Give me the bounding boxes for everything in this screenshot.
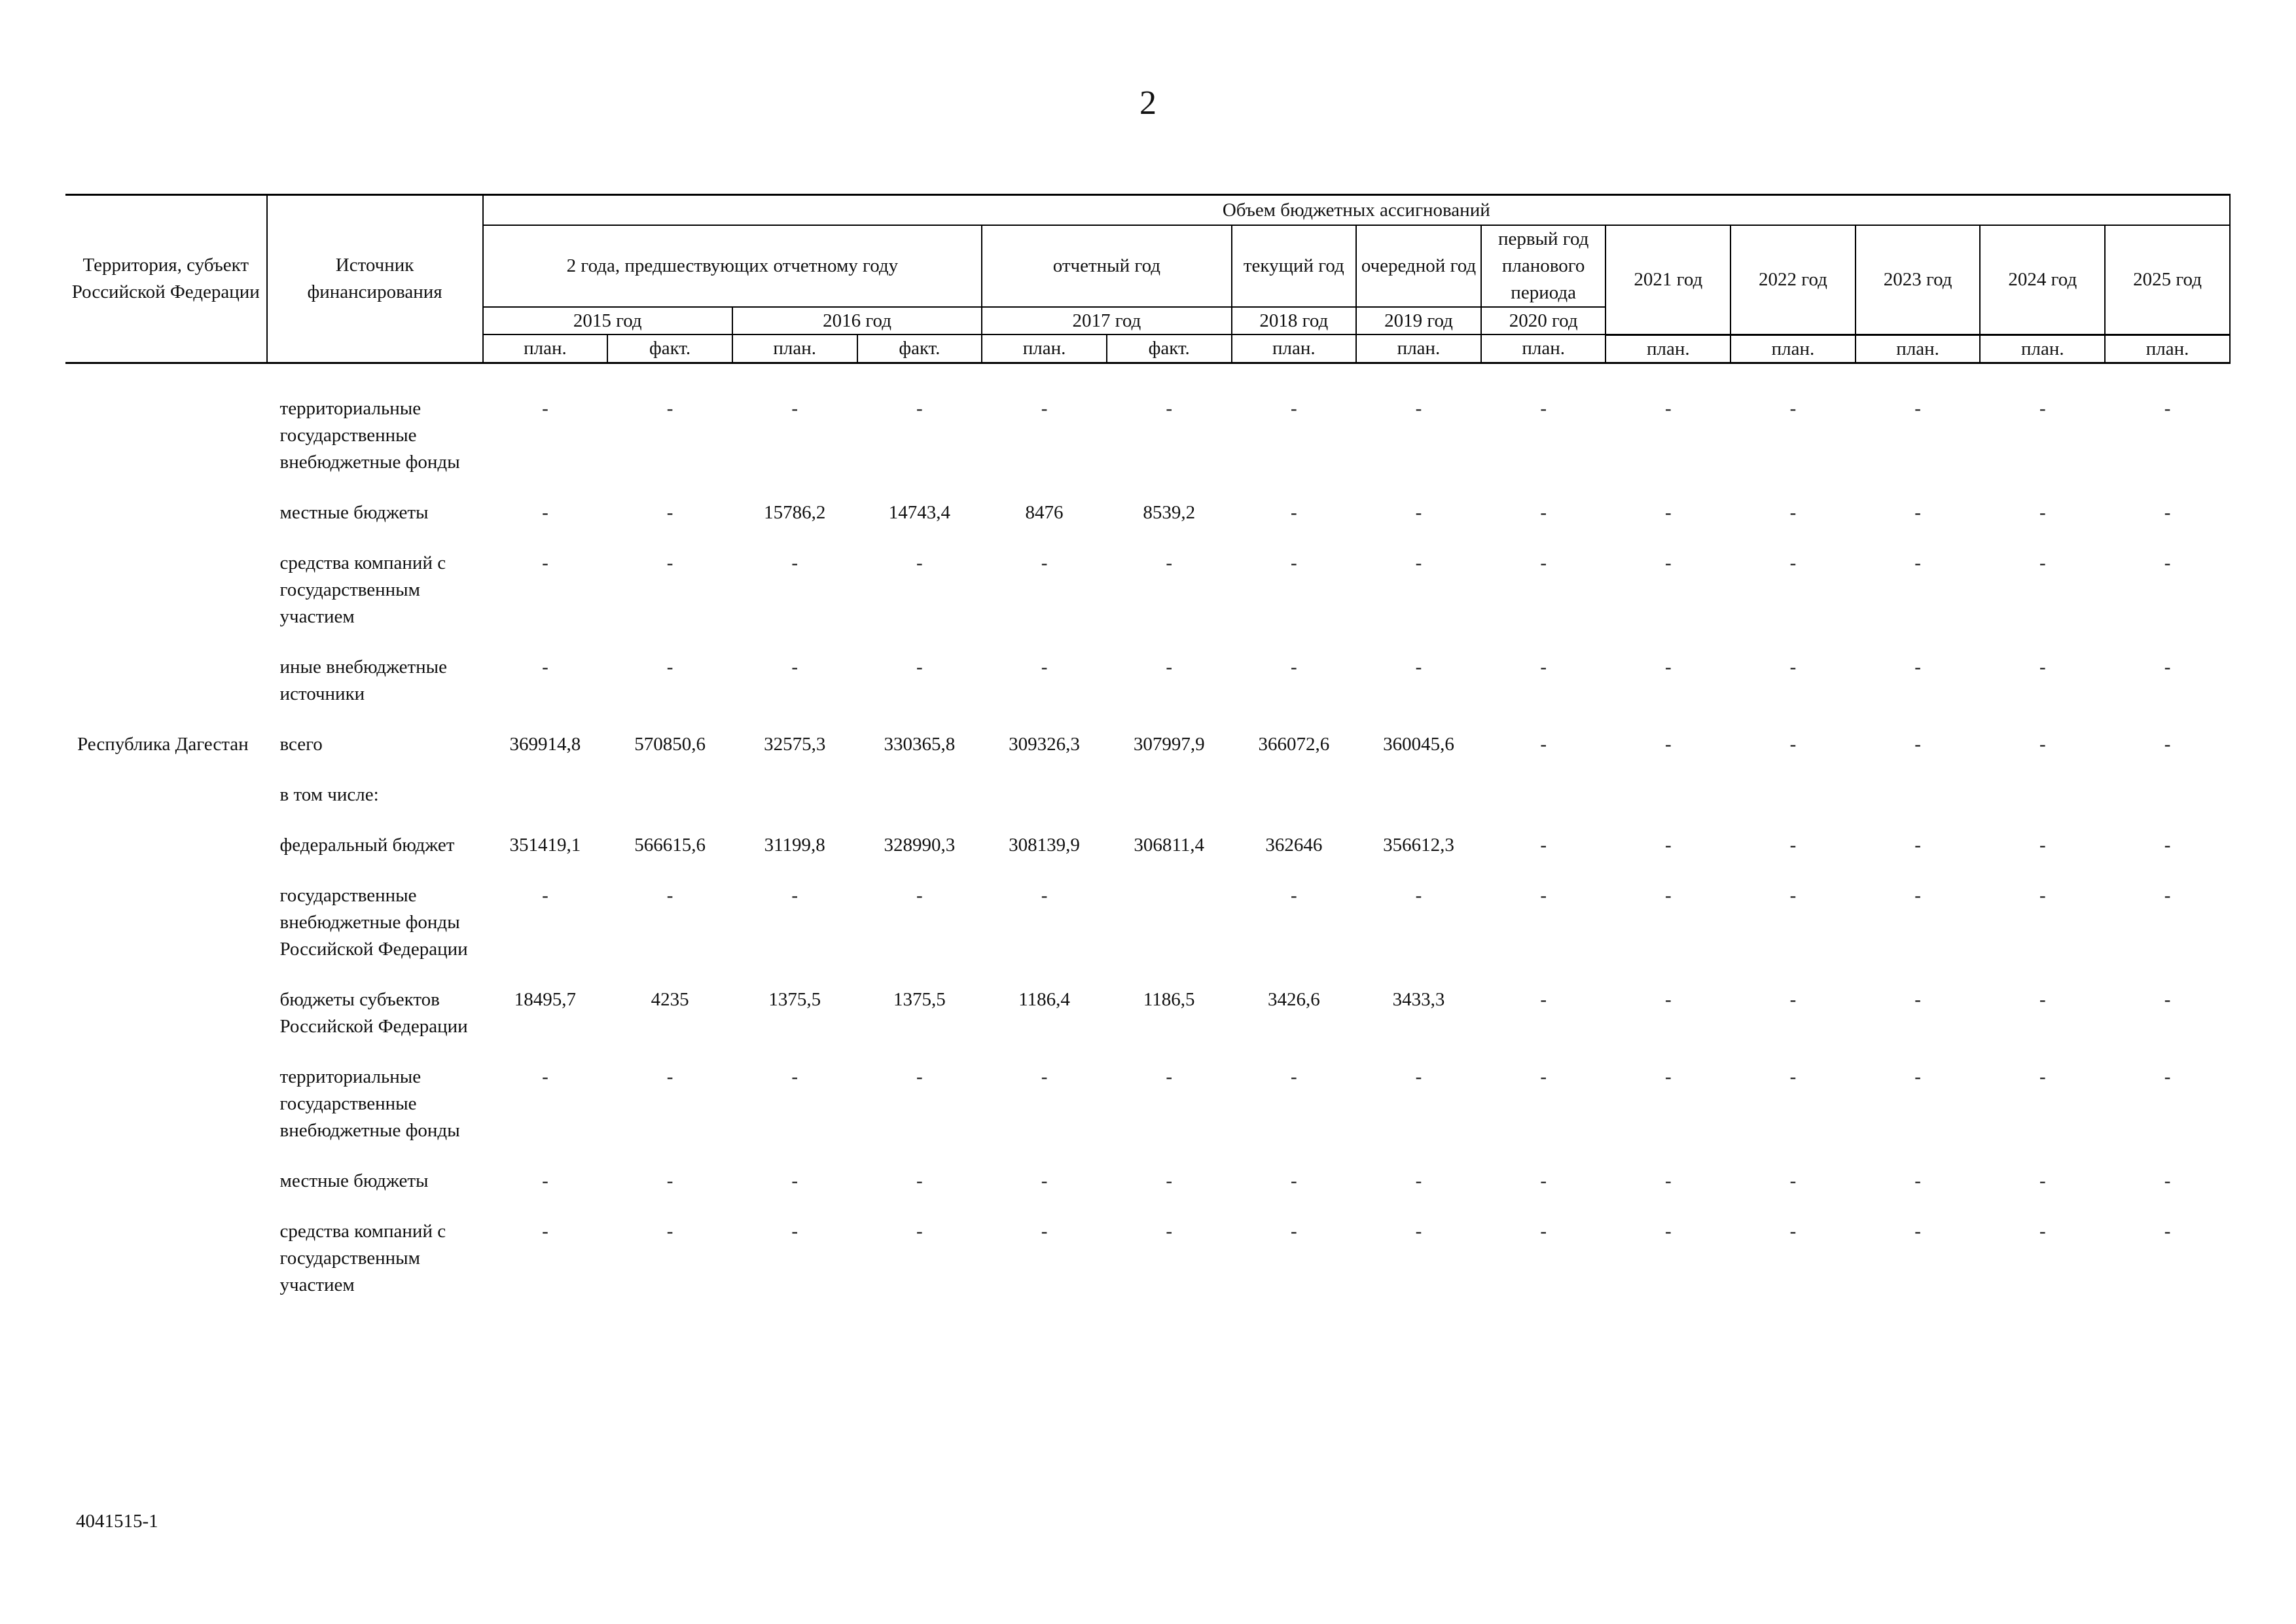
fact-header: факт. (607, 334, 732, 363)
value-cell: - (1166, 1220, 1173, 1242)
value-cell: - (2039, 552, 2046, 573)
plan-header: план. (1731, 334, 1856, 363)
source-cell: средства компаний с государственным участием (279, 552, 446, 627)
page-number: 2 (1139, 84, 1157, 122)
value-cell: - (2039, 397, 2046, 419)
value-cell: 308139,9 (1009, 834, 1080, 856)
source-cell: федеральный бюджет (279, 834, 455, 856)
value-cell: 8539,2 (1143, 501, 1196, 523)
value-cell: - (2164, 656, 2171, 677)
value-cell: 4235 (651, 988, 689, 1010)
value-cell: - (1291, 656, 1297, 677)
value-cell: - (1914, 988, 1921, 1010)
table-body (65, 363, 2230, 1314)
value-cell: - (2039, 501, 2046, 523)
source-cell: всего (279, 733, 323, 755)
value-cell (732, 774, 857, 824)
value-cell: - (2164, 1220, 2171, 1242)
value-cell: - (1664, 1220, 1672, 1242)
planning-first-year-header: первый год планового периода (1481, 225, 1606, 307)
value-cell: - (1166, 1170, 1173, 1191)
value-cell: - (2164, 397, 2171, 419)
value-cell (1980, 774, 2105, 824)
value-cell: - (1415, 501, 1422, 523)
value-cell: - (1789, 733, 1797, 755)
value-cell: - (916, 1170, 923, 1191)
plan-header: план. (732, 334, 857, 363)
value-cell: - (1914, 656, 1921, 677)
value-cell: - (1291, 501, 1297, 523)
value-cell: - (916, 397, 923, 419)
value-cell: - (791, 656, 798, 677)
table-row (65, 542, 2230, 646)
value-cell: - (1291, 397, 1297, 419)
value-cell: - (1166, 1066, 1173, 1087)
value-cell: - (1789, 1066, 1797, 1087)
territory-cell (65, 1160, 267, 1210)
value-cell: - (1664, 834, 1672, 856)
value-cell: - (1789, 552, 1797, 573)
value-cell: - (542, 501, 548, 523)
value-cell: - (1291, 1220, 1297, 1242)
value-cell: - (1415, 656, 1422, 677)
value-cell: - (666, 1220, 673, 1242)
table-row (65, 723, 2230, 774)
territory-cell (65, 388, 267, 492)
value-cell: - (2039, 656, 2046, 677)
territory-cell: Республика Дагестан (77, 733, 249, 755)
territory-cell (65, 646, 267, 723)
value-cell: - (1664, 1170, 1672, 1191)
territory-cell (65, 774, 267, 824)
value-cell: 307997,9 (1133, 733, 1205, 755)
value-cell (1481, 774, 1606, 824)
value-cell: - (1415, 1220, 1422, 1242)
value-cell: - (1789, 988, 1797, 1010)
value-cell: 330365,8 (884, 733, 956, 755)
plan-header: план. (483, 334, 608, 363)
source-cell: бюджеты субъектов Российской Федерации (279, 988, 468, 1037)
value-cell: - (2039, 1066, 2046, 1087)
year-2016-header: 2016 год (732, 307, 982, 334)
value-cell: - (2039, 1220, 2046, 1242)
value-cell: 32575,3 (764, 733, 826, 755)
value-cell: - (1664, 884, 1672, 906)
value-cell (2105, 774, 2230, 824)
value-cell: - (1415, 552, 1422, 573)
value-cell: - (791, 397, 798, 419)
value-cell: - (1540, 1066, 1547, 1087)
table-row (65, 1056, 2230, 1160)
value-cell (1356, 774, 1481, 824)
value-cell: - (1540, 733, 1547, 755)
value-cell: - (1789, 834, 1797, 856)
value-cell: - (1664, 552, 1672, 573)
value-cell (607, 774, 732, 824)
value-cell: - (2164, 1066, 2171, 1087)
territory-cell (65, 1210, 267, 1314)
value-cell: - (1540, 834, 1547, 856)
value-cell: - (1041, 1066, 1048, 1087)
value-cell: - (1789, 501, 1797, 523)
value-cell: - (2039, 1170, 2046, 1191)
value-cell: - (2164, 1170, 2171, 1191)
value-cell: - (1664, 656, 1672, 677)
value-cell: 18495,7 (514, 988, 577, 1010)
value-cell: 362646 (1265, 834, 1323, 856)
territory-header: Территория, субъект Российской Федерации (65, 195, 267, 363)
value-cell: - (1540, 397, 1547, 419)
source-cell: в том числе: (279, 784, 379, 805)
value-cell: 1186,5 (1143, 988, 1195, 1010)
value-cell: - (1540, 1220, 1547, 1242)
value-cell: 356612,3 (1383, 834, 1454, 856)
value-cell: - (1914, 501, 1921, 523)
plan-header: план. (1232, 334, 1357, 363)
value-cell: 570850,6 (634, 733, 706, 755)
value-cell: - (1041, 656, 1048, 677)
table-row (65, 875, 2230, 979)
value-cell: - (1415, 397, 1422, 419)
value-cell: - (1789, 1220, 1797, 1242)
value-cell: - (1789, 884, 1797, 906)
source-cell: государственные внебюджетные фонды Российской Федерации (279, 884, 468, 960)
plan-header: план. (1856, 334, 1981, 363)
value-cell (483, 774, 608, 824)
value-cell: - (1664, 988, 1672, 1010)
document-code: 4041515-1 (76, 1511, 158, 1532)
value-cell: - (1914, 834, 1921, 856)
value-cell: - (666, 501, 673, 523)
value-cell: 14743,4 (888, 501, 950, 523)
fact-header: факт. (1107, 334, 1232, 363)
value-cell: - (2039, 884, 2046, 906)
value-cell: 366072,6 (1258, 733, 1330, 755)
value-cell: - (666, 1066, 673, 1087)
value-cell: - (916, 1220, 923, 1242)
source-cell: местные бюджеты (279, 1170, 429, 1191)
value-cell: - (2164, 501, 2171, 523)
value-cell: - (1540, 656, 1547, 677)
value-cell: - (791, 552, 798, 573)
value-cell: - (1540, 988, 1547, 1010)
value-cell: - (2164, 552, 2171, 573)
value-cell: 328990,3 (884, 834, 956, 856)
year-2024-header: 2024 год (1980, 225, 2105, 334)
value-cell: - (542, 1170, 548, 1191)
value-cell: - (1540, 884, 1547, 906)
value-cell: - (666, 397, 673, 419)
table-row (65, 1210, 2230, 1314)
value-cell: - (916, 552, 923, 573)
value-cell: - (2039, 733, 2046, 755)
value-cell: - (1041, 1220, 1048, 1242)
budget-allocation-table (65, 194, 2231, 1314)
plan-header: план. (2105, 334, 2230, 363)
value-cell: - (1415, 884, 1422, 906)
value-cell: - (542, 1220, 548, 1242)
value-cell: - (666, 1170, 673, 1191)
value-cell: - (1041, 1170, 1048, 1191)
value-cell: 8476 (1025, 501, 1064, 523)
value-cell (1605, 774, 1731, 824)
table-row (65, 774, 2230, 824)
year-2019-header: 2019 год (1356, 307, 1481, 334)
value-cell: - (666, 884, 673, 906)
value-cell: 369914,8 (509, 733, 581, 755)
source-cell: средства компаний с государственным участием (279, 1220, 446, 1295)
value-cell: - (2164, 988, 2171, 1010)
table-row (65, 979, 2230, 1056)
value-cell: - (916, 1066, 923, 1087)
territory-cell (65, 824, 267, 875)
source-cell: местные бюджеты (279, 501, 429, 523)
value-cell: - (2039, 834, 2046, 856)
year-2018-header: 2018 год (1232, 307, 1357, 334)
source-cell: территориальные государственные внебюджетные фонды (279, 1066, 460, 1141)
source-cell: иные внебюджетные источники (279, 656, 448, 704)
value-cell: 1375,5 (893, 988, 946, 1010)
territory-cell (65, 492, 267, 542)
value-cell: - (1041, 884, 1048, 906)
table-row (65, 646, 2230, 723)
plan-header: план. (1356, 334, 1481, 363)
year-2020-header: 2020 год (1481, 307, 1606, 334)
year-2023-header: 2023 год (1856, 225, 1981, 334)
value-cell: 309326,3 (1009, 733, 1080, 755)
plan-header: план. (1481, 334, 1606, 363)
table-row (65, 824, 2230, 875)
value-cell: 306811,4 (1134, 834, 1205, 856)
year-2015-header: 2015 год (483, 307, 732, 334)
value-cell: 15786,2 (764, 501, 826, 523)
value-cell: 1186,4 (1018, 988, 1070, 1010)
value-cell: - (1291, 884, 1297, 906)
territory-cell (65, 542, 267, 646)
territory-cell (65, 875, 267, 979)
year-2022-header: 2022 год (1731, 225, 1856, 334)
value-cell: - (1664, 397, 1672, 419)
value-cell: 31199,8 (764, 834, 825, 856)
value-cell: - (1166, 552, 1173, 573)
next-year-header: очередной год (1356, 225, 1481, 307)
value-cell: - (2164, 884, 2171, 906)
value-cell (1856, 774, 1981, 824)
year-2021-header: 2021 год (1605, 225, 1731, 334)
value-cell: - (1291, 1170, 1297, 1191)
value-cell: - (1914, 1170, 1921, 1191)
value-cell: - (666, 552, 673, 573)
value-cell: - (1664, 1066, 1672, 1087)
value-cell: - (1789, 656, 1797, 677)
value-cell (1107, 774, 1232, 824)
plan-header: план. (1980, 334, 2105, 363)
prev-two-years-header: 2 года, предшествующих отчетному году (483, 225, 982, 307)
value-cell: 360045,6 (1383, 733, 1454, 755)
current-year-header: текущий год (1232, 225, 1357, 307)
value-cell: - (542, 884, 548, 906)
value-cell: - (1291, 1066, 1297, 1087)
reporting-year-header: отчетный год (982, 225, 1231, 307)
territory-cell (65, 1056, 267, 1160)
value-cell: - (1914, 733, 1921, 755)
table-row (65, 388, 2230, 492)
value-cell: - (1789, 1170, 1797, 1191)
value-cell: 3426,6 (1267, 988, 1320, 1010)
value-cell: - (791, 1170, 798, 1191)
value-cell: - (1664, 733, 1672, 755)
value-cell (1107, 875, 1232, 979)
value-cell: - (791, 1066, 798, 1087)
year-2025-header: 2025 год (2105, 225, 2230, 334)
value-cell: - (1914, 884, 1921, 906)
value-cell: - (542, 656, 548, 677)
value-cell: - (1914, 552, 1921, 573)
value-cell: - (916, 656, 923, 677)
table-row (65, 492, 2230, 542)
year-2017-header: 2017 год (982, 307, 1231, 334)
value-cell: 566615,6 (634, 834, 706, 856)
value-cell: - (542, 552, 548, 573)
value-cell: - (1664, 501, 1672, 523)
value-cell: - (1166, 656, 1173, 677)
value-cell: - (791, 884, 798, 906)
value-cell: - (542, 397, 548, 419)
source-header: Источник финансирования (267, 195, 483, 363)
volume-header: Объем бюджетных ассигнований (483, 195, 2230, 226)
value-cell: - (666, 656, 673, 677)
value-cell (1731, 774, 1856, 824)
territory-cell (65, 979, 267, 1056)
value-cell: - (1914, 1066, 1921, 1087)
value-cell: - (1789, 397, 1797, 419)
value-cell (982, 774, 1107, 824)
value-cell: - (1914, 397, 1921, 419)
value-cell: - (1540, 1170, 1547, 1191)
value-cell: 3433,3 (1392, 988, 1445, 1010)
value-cell: - (1166, 397, 1173, 419)
table-row (65, 1160, 2230, 1210)
value-cell: - (2164, 733, 2171, 755)
value-cell: 351419,1 (509, 834, 581, 856)
value-cell: - (1291, 552, 1297, 573)
plan-header: план. (982, 334, 1107, 363)
value-cell (857, 774, 982, 824)
value-cell: - (1540, 552, 1547, 573)
value-cell: - (1415, 1066, 1422, 1087)
value-cell: 1375,5 (768, 988, 821, 1010)
value-cell: - (1041, 397, 1048, 419)
value-cell: - (1914, 1220, 1921, 1242)
value-cell: - (1540, 501, 1547, 523)
value-cell: - (2039, 988, 2046, 1010)
value-cell: - (1415, 1170, 1422, 1191)
value-cell: - (916, 884, 923, 906)
value-cell (1232, 774, 1357, 824)
value-cell: - (791, 1220, 798, 1242)
source-cell: территориальные государственные внебюджетные фонды (279, 397, 460, 473)
value-cell: - (2164, 834, 2171, 856)
plan-header: план. (1605, 334, 1731, 363)
fact-header: факт. (857, 334, 982, 363)
value-cell: - (1041, 552, 1048, 573)
value-cell: - (542, 1066, 548, 1087)
